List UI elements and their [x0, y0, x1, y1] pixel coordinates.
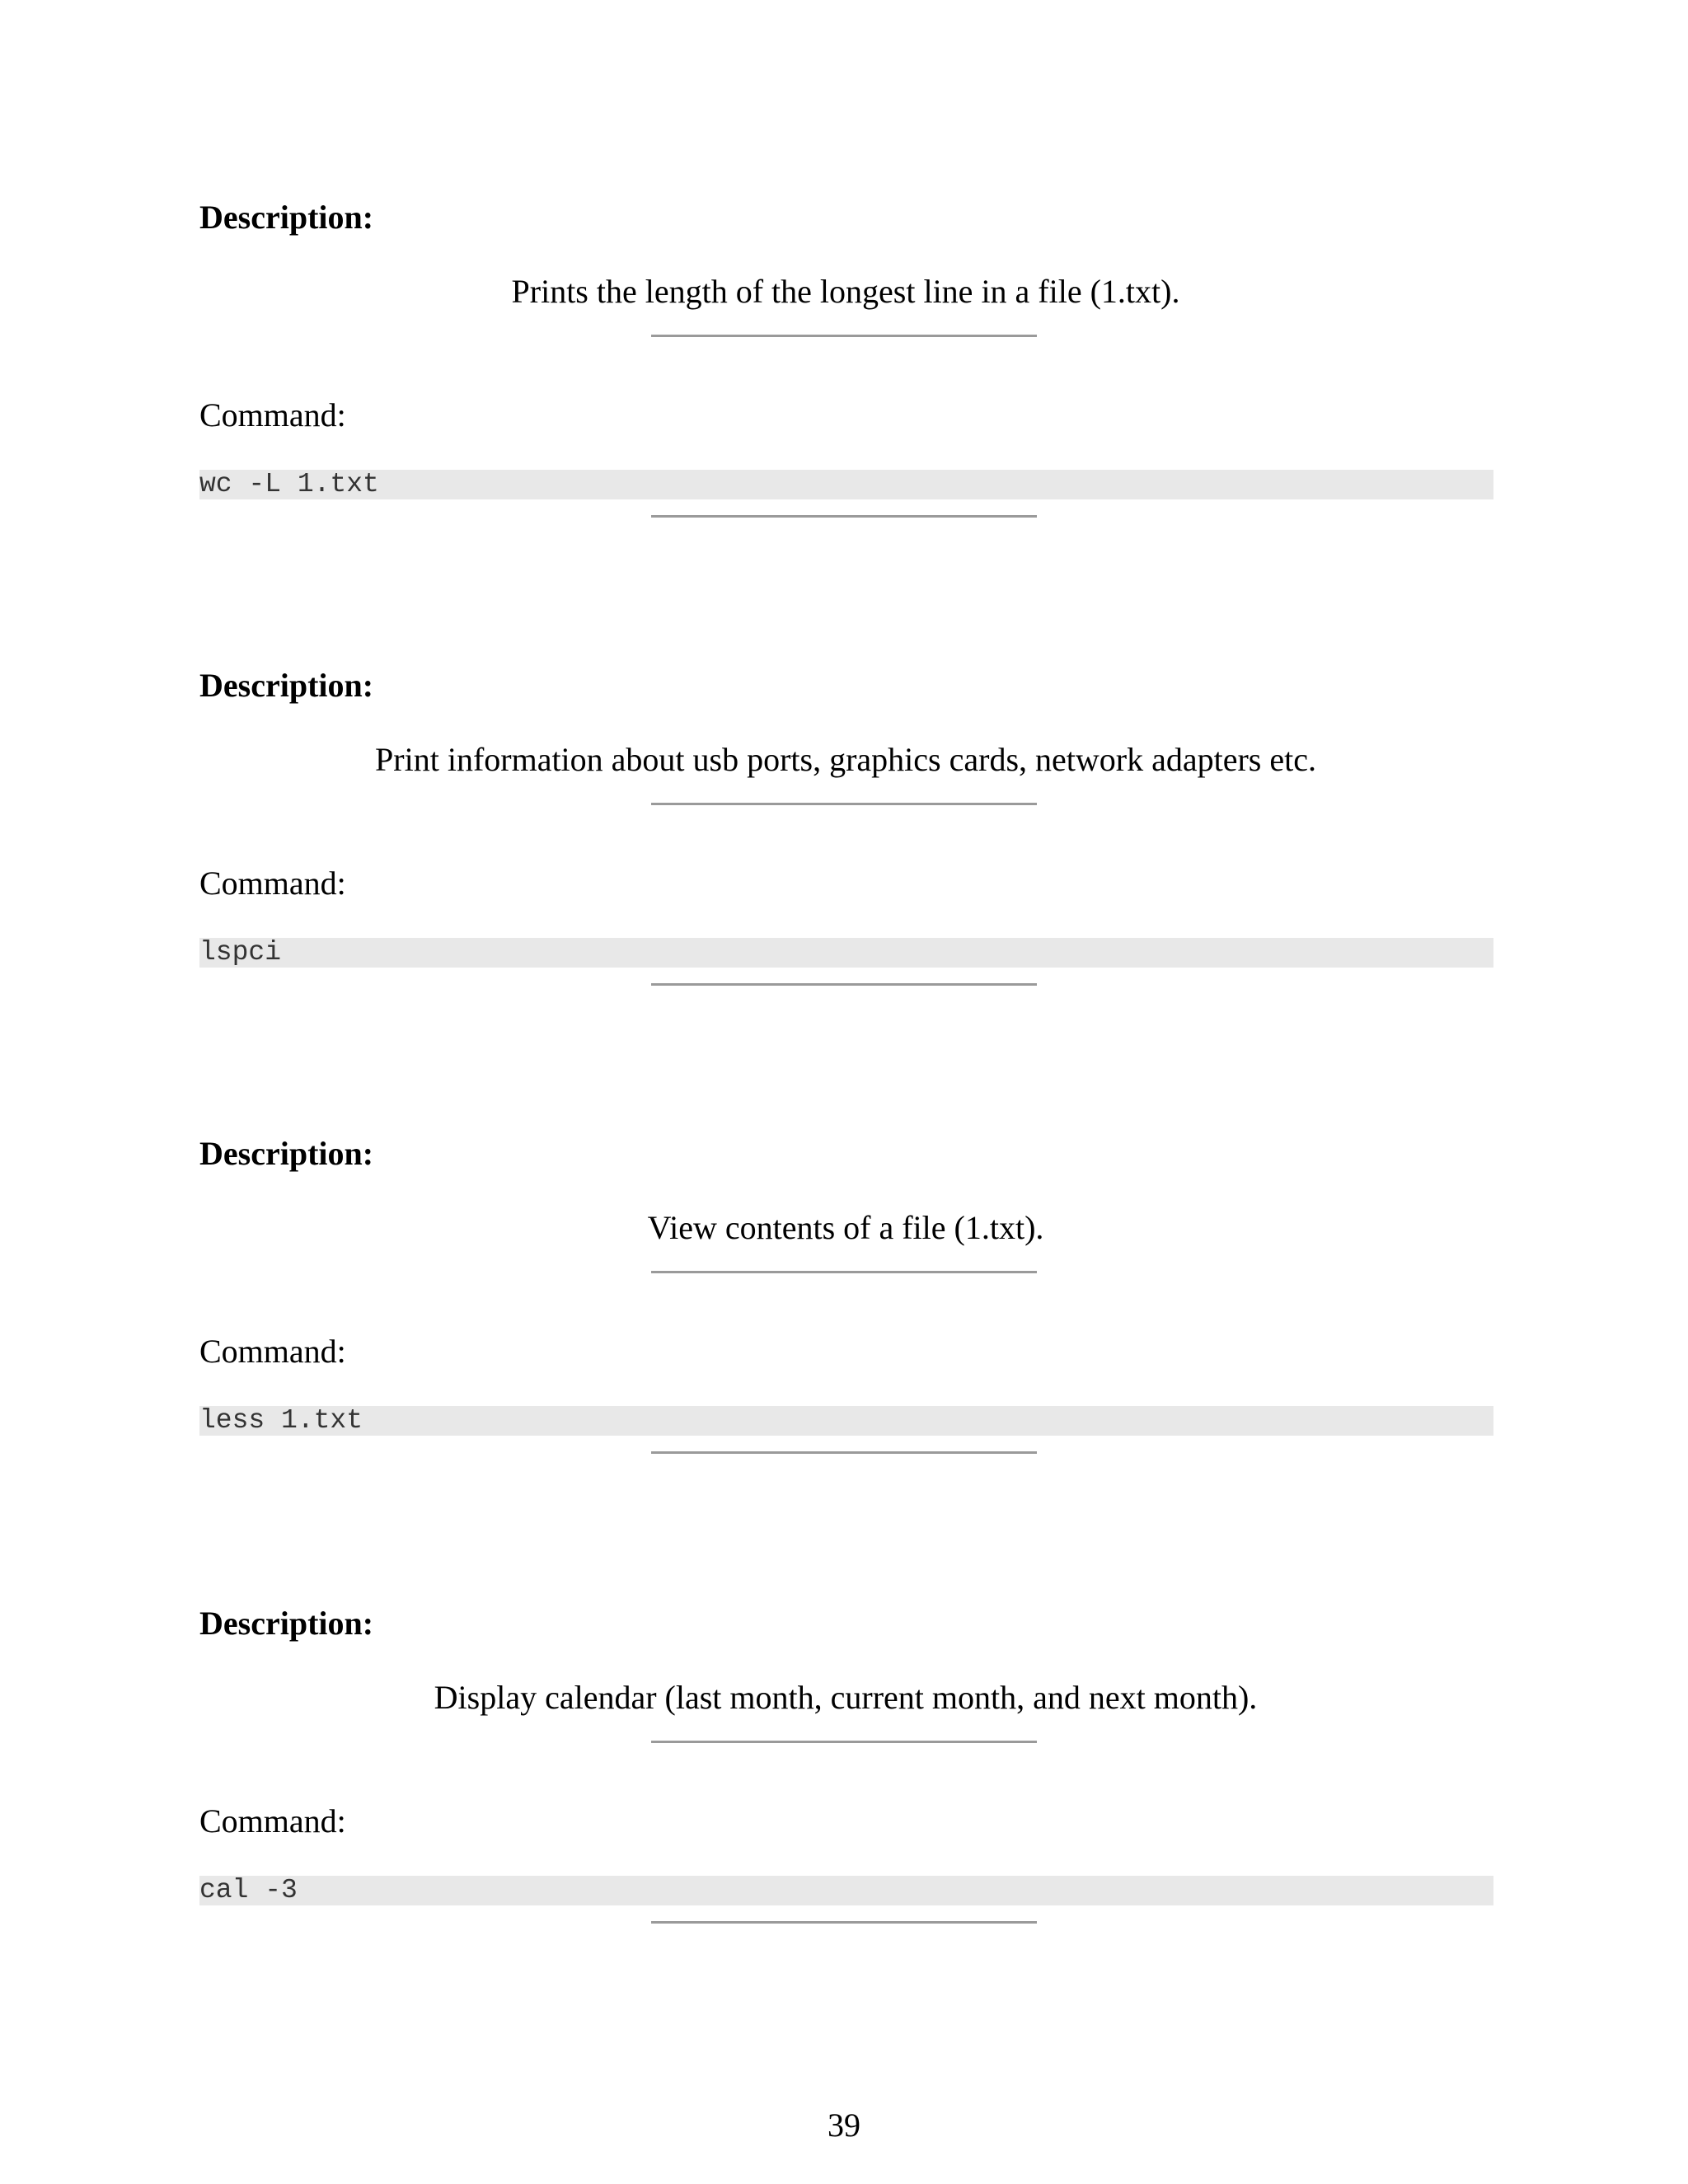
command-code-block — [199, 470, 1493, 499]
divider-rule — [651, 1921, 1037, 1924]
description-text: Display calendar (last month, current month, and next month). — [434, 1679, 1258, 1716]
divider-rule — [651, 1271, 1037, 1273]
command-text: wc -L 1.txt — [199, 469, 379, 499]
command-label: Command: — [199, 1333, 346, 1370]
description-text: View contents of a file (1.txt). — [647, 1209, 1044, 1246]
divider-rule — [651, 803, 1037, 805]
description-text: Print information about usb ports, graphics cards, network adapters etc. — [375, 741, 1316, 778]
command-entry-1 — [0, 198, 1688, 659]
command-code-block — [199, 1406, 1493, 1436]
description-heading: Description: — [199, 667, 374, 704]
command-entry-2 — [0, 666, 1688, 1127]
command-entry-3 — [0, 1134, 1688, 1596]
description-heading: Description: — [199, 199, 374, 236]
command-text: cal -3 — [199, 1875, 298, 1905]
command-code-block — [199, 1876, 1493, 1905]
command-code-block — [199, 938, 1493, 968]
command-label: Command: — [199, 1802, 346, 1840]
divider-rule — [651, 335, 1037, 337]
command-text: less 1.txt — [199, 1405, 363, 1436]
command-label: Command: — [199, 396, 346, 434]
command-entry-4 — [0, 1604, 1688, 2065]
divider-rule — [651, 1741, 1037, 1743]
description-heading: Description: — [199, 1605, 374, 1642]
description-text: Prints the length of the longest line in a file (1.txt). — [511, 273, 1180, 310]
page-number: 39 — [828, 2107, 860, 2144]
divider-rule — [651, 1451, 1037, 1454]
divider-rule — [651, 515, 1037, 518]
description-heading: Description: — [199, 1135, 374, 1172]
command-label: Command: — [199, 865, 346, 902]
divider-rule — [651, 983, 1037, 986]
command-text: lspci — [199, 937, 282, 968]
